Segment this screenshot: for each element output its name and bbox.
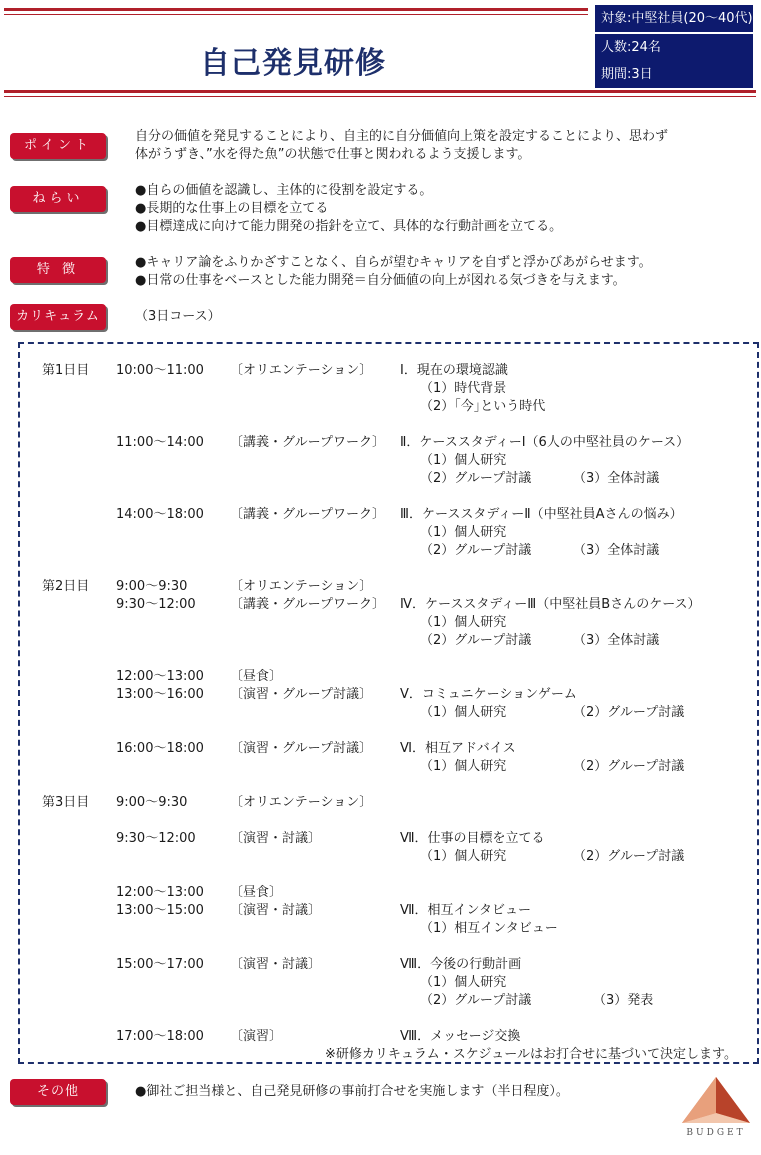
session-item: （3）全体討議 — [573, 543, 660, 558]
session-item: （2）グループ討議 — [420, 543, 532, 558]
session-type: 〔オリエンテーション〕 — [230, 363, 373, 378]
session-type: 〔昼食〕 — [230, 885, 283, 900]
curriculum-label: カリキュラム — [10, 304, 106, 330]
session-subject: Ⅶ．相互インタビュー — [400, 903, 532, 918]
session-type: 〔オリエンテーション〕 — [230, 795, 373, 810]
other-text: ●御社ご担当様と、自己発見研修の事前打合せを実施します（半日程度）。 — [135, 1084, 569, 1099]
session-subject: Ⅳ．ケーススタディーⅢ（中堅社員Bさんのケース） — [400, 597, 701, 612]
session-time: 14:00〜18:00 — [116, 507, 204, 522]
session-subject: Ⅲ．ケーススタディーⅡ（中堅社員Aさんの悩み） — [400, 507, 683, 522]
session-item: （1）個人研究 — [420, 849, 507, 864]
session-time: 12:00〜13:00 — [116, 669, 204, 684]
session-subject: Ⅴ．コミュニケーションゲーム — [400, 687, 577, 702]
session-subject: Ⅱ．ケーススタディーⅠ（6人の中堅社員のケース） — [400, 435, 690, 450]
session-type: 〔演習・グループ討議〕 — [230, 687, 372, 702]
point-label: ポイント — [10, 133, 106, 159]
session-subject: Ⅵ．相互アドバイス — [400, 741, 516, 756]
session-item: （1）個人研究 — [420, 705, 507, 720]
session-time: 9:00〜9:30 — [116, 795, 188, 810]
other-label: その他 — [10, 1079, 106, 1105]
target-badge: 対象:中堅社員(20〜40代) — [595, 5, 753, 32]
feature-line-1: ●キャリア論をふりかざすことなく、自らが望むキャリアを自ずと浮かびあがらせます。 — [135, 255, 652, 270]
session-item: （1）個人研究 — [420, 615, 507, 630]
session-item: （3）発表 — [593, 993, 654, 1008]
session-item: （2）グループ討議 — [573, 705, 685, 720]
session-item: （3）全体討議 — [573, 471, 660, 486]
session-type: 〔講義・グループワーク〕 — [230, 435, 385, 450]
session-item: （2）グループ討議 — [573, 759, 685, 774]
session-time: 9:00〜9:30 — [116, 579, 188, 594]
session-type: 〔演習・討議〕 — [230, 831, 322, 846]
feature-line-2: ●日常の仕事をベースとした能力開発＝自分価値の向上が図れる気づきを与えます。 — [135, 273, 626, 288]
session-time: 13:00〜16:00 — [116, 687, 204, 702]
feature-label: 特 徴 — [10, 257, 106, 283]
day-1-label: 第1日目 — [42, 363, 90, 378]
header-rule-top — [4, 8, 588, 11]
session-time: 9:30〜12:00 — [116, 597, 196, 612]
day-2-label: 第2日目 — [42, 579, 90, 594]
point-line-2: 体がうずき、”水を得た魚”の状態で仕事と関われるよう支援します。 — [135, 147, 531, 162]
session-item: （1）相互インタビュー — [420, 921, 558, 936]
session-item: （1）個人研究 — [420, 759, 507, 774]
page-title: 自己発見研修 — [200, 46, 386, 81]
aim-line-3: ●目標達成に向けて能力開発の指針を立て、具体的な行動計画を立てる。 — [135, 219, 563, 234]
session-item: （2）グループ討議 — [573, 849, 685, 864]
session-item: （1）個人研究 — [420, 525, 507, 540]
session-subject: Ⅶ．仕事の目標を立てる — [400, 831, 545, 846]
session-type: 〔演習〕 — [230, 1029, 283, 1044]
logo-text: BUDGET — [686, 1128, 746, 1138]
point-line-1: 自分の価値を発見することにより、自主的に自分価値向上策を設定することにより、思わず — [135, 129, 669, 144]
session-time: 17:00〜18:00 — [116, 1029, 204, 1044]
header-rule-bottom-thin — [4, 96, 756, 97]
header-rule-bottom — [4, 90, 756, 93]
header-rule-top-thin — [4, 14, 588, 15]
session-type: 〔講義・グループワーク〕 — [230, 597, 385, 612]
session-subject: Ⅰ．現在の環境認識 — [400, 363, 508, 378]
session-time: 12:00〜13:00 — [116, 885, 204, 900]
session-subject: Ⅷ．メッセージ交換 — [400, 1029, 521, 1044]
session-type: 〔演習・グループ討議〕 — [230, 741, 372, 756]
session-item: （2）グループ討議 — [420, 633, 532, 648]
session-type: 〔演習・討議〕 — [230, 957, 322, 972]
session-item: （2）グループ討議 — [420, 471, 532, 486]
session-subject: Ⅷ．今後の行動計画 — [400, 957, 522, 972]
aim-label: ねらい — [10, 186, 106, 212]
session-time: 16:00〜18:00 — [116, 741, 204, 756]
session-type: 〔昼食〕 — [230, 669, 283, 684]
aim-line-2: ●長期的な仕事上の目標を立てる — [135, 201, 329, 216]
schedule-note: ※研修カリキュラム・スケジュールはお打合せに基づいて決定します。 — [325, 1047, 737, 1062]
session-time: 11:00〜14:00 — [116, 435, 204, 450]
people-badge: 人数:24名 — [595, 34, 753, 61]
session-type: 〔オリエンテーション〕 — [230, 579, 373, 594]
session-item: （1）時代背景 — [420, 381, 507, 396]
session-item: （2）｢今｣という時代 — [420, 399, 546, 414]
session-item: （1）個人研究 — [420, 453, 507, 468]
aim-line-1: ●自らの価値を認識し、主体的に役割を設定する。 — [135, 183, 433, 198]
session-time: 9:30〜12:00 — [116, 831, 196, 846]
session-type: 〔講義・グループワーク〕 — [230, 507, 385, 522]
session-time: 15:00〜17:00 — [116, 957, 204, 972]
session-time: 10:00〜11:00 — [116, 363, 204, 378]
session-item: （3）全体討議 — [573, 633, 660, 648]
session-time: 13:00〜15:00 — [116, 903, 204, 918]
curriculum-course: （3日コース） — [135, 309, 221, 324]
period-badge: 期間:3日 — [595, 61, 753, 88]
day-3-label: 第3日目 — [42, 795, 90, 810]
session-type: 〔演習・討議〕 — [230, 903, 322, 918]
session-item: （2）グループ討議 — [420, 993, 532, 1008]
session-item: （1）個人研究 — [420, 975, 507, 990]
